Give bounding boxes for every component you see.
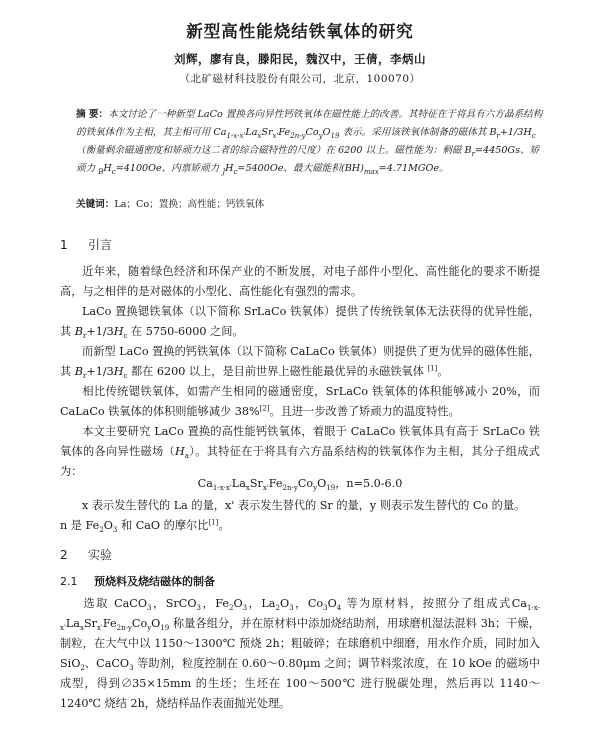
citation-2: [2] — [259, 404, 270, 413]
abstract: 摘 要：本文讨论了一种新型 LaCo 置换各向异性钙铁氧体在磁性能上的改善。其特征在于将具有六方晶系结构的铁氧体作为主相，其主相可用 $Ca_{1-x-x'}La_xSr_{x'}Fe_{2n-y}Co_yO_{19}$ 表示。采用该铁氧体制备的磁体其 $B_r+1/3H_c$（衡量剩余磁通密度和矫顽力这二者的综合磁特性的尺度）在 6200 以上。磁性能为：剩磁 $B_r=4450Gs$、矫顽力 $_BH_c=4100Oe$、内禀矫顽力 $_JH_c=5400Oe$、最大磁能积$(BH)_{max}=4.71MGOe$。 — [76, 109, 543, 176]
subsection-heading-2-1: 2.1 预烧料及烧结磁体的制备 — [60, 575, 215, 588]
keywords-text: La；Co；置换；高性能；钙铁氧体 — [114, 199, 265, 210]
citation-1b: [1] — [208, 518, 219, 527]
citation-1: [1] — [427, 364, 438, 373]
keywords-label: 关键词： — [76, 199, 115, 210]
paper-title: 新型高性能烧结铁氧体的研究 — [186, 22, 414, 41]
section-heading-intro: 1 引言 — [60, 238, 113, 252]
intro-paragraph-3: 而新型 LaCo 置换的钙铁氧体（以下简称 CaLaCo 铁氧体）则提供了更为优异的磁体性能，其 $B_r+1/3H_c$ 都在 6200 以上，是目前世界上磁性能最优异的永磁铁氧体 [1]。 — [60, 345, 540, 381]
intro-paragraph-2: LaCo 置换锶铁氧体（以下简称 SrLaCo 铁氧体）提供了传统铁氧体无法获得的优异性能，其 $B_r+1/3H_c$ 在 5750-6000 之间。 — [60, 305, 540, 341]
affiliation: （北矿磁材科技股份有限公司，北京，100070） — [179, 73, 421, 85]
intro-paragraph-1: 近年来，随着绿色经济和环保产业的不断发展，对电子部件小型化、高性能化的要求不断提高，与之相伴的是对磁体的小型化、高性能化有强烈的需求。 — [60, 265, 540, 298]
keywords — [76, 196, 544, 210]
section-heading-experiment: 2 实验 — [60, 548, 113, 562]
composition-formula: $Ca_{1-x-x'}La_xSr_{x'}Fe_{2n-y}Co_yO_{19}$，n=5.0-6.0 — [197, 477, 403, 493]
abstract-label: 摘 要： — [76, 109, 109, 120]
method-paragraph: 选取 CaCO$_3$，SrCO$_3$，$Fe_2O_3$，$La_2O_3$，$Co_3O_4$ 等为原材料，按照分了组成式$Ca_{1-x-x'}La_xSr_{x'}Fe_{2n-y}Co_yO_{19}$ 称量各组分，并在原材料中添加烧结助剂，用球磨机湿法混料 3h；干燥，制粒，在大气中以 1150～1300℃ 预烧 2h；粗破碎；在球磨机中细磨，用水作介质，同时加入 SiO$_2$、CaCO$_3$ 等助剂，粒度控制在 0.60～0.80μm 之间；调节料浆浓度，在 10 kOe 的磁场中成型，得到∅35×15mm 的生坯；生坯在 100～500℃ 进行脱碳处理，然后再以 1140～1240℃ 烧结 2h，烧结样品作表面抛光处理。 — [60, 597, 540, 710]
formula-explanation: x 表示发生替代的 La 的量，x' 表示发生替代的 Sr 的量，y 则表示发生替代的 Co 的量。 n 是 $Fe_2O_3$ 和 CaO 的摩尔比[1]。 — [60, 499, 526, 535]
author-list: 刘辉，廖有良，滕阳民，魏汉中，王倩，李炳山 — [174, 52, 426, 66]
intro-paragraph-5: 本文主要研究 LaCo 置换的高性能钙铁氧体，着眼于 CaLaCo 铁氧体具有高于 SrLaCo 铁氧体的各向异性磁场$(H_a)$。其特征在于将具有六方晶系结构的铁氧体作为主相，其分子组成式为： — [60, 425, 540, 478]
intro-paragraph-4: 相比传统锶铁氧体，如需产生相同的磁通密度，SrLaCo 铁氧体的体积能够减小 20%，而 CaLaCo 铁氧体的体积则能够减少 38%[2]。且进一步改善了矫顽力的温度特性。 — [60, 385, 540, 418]
